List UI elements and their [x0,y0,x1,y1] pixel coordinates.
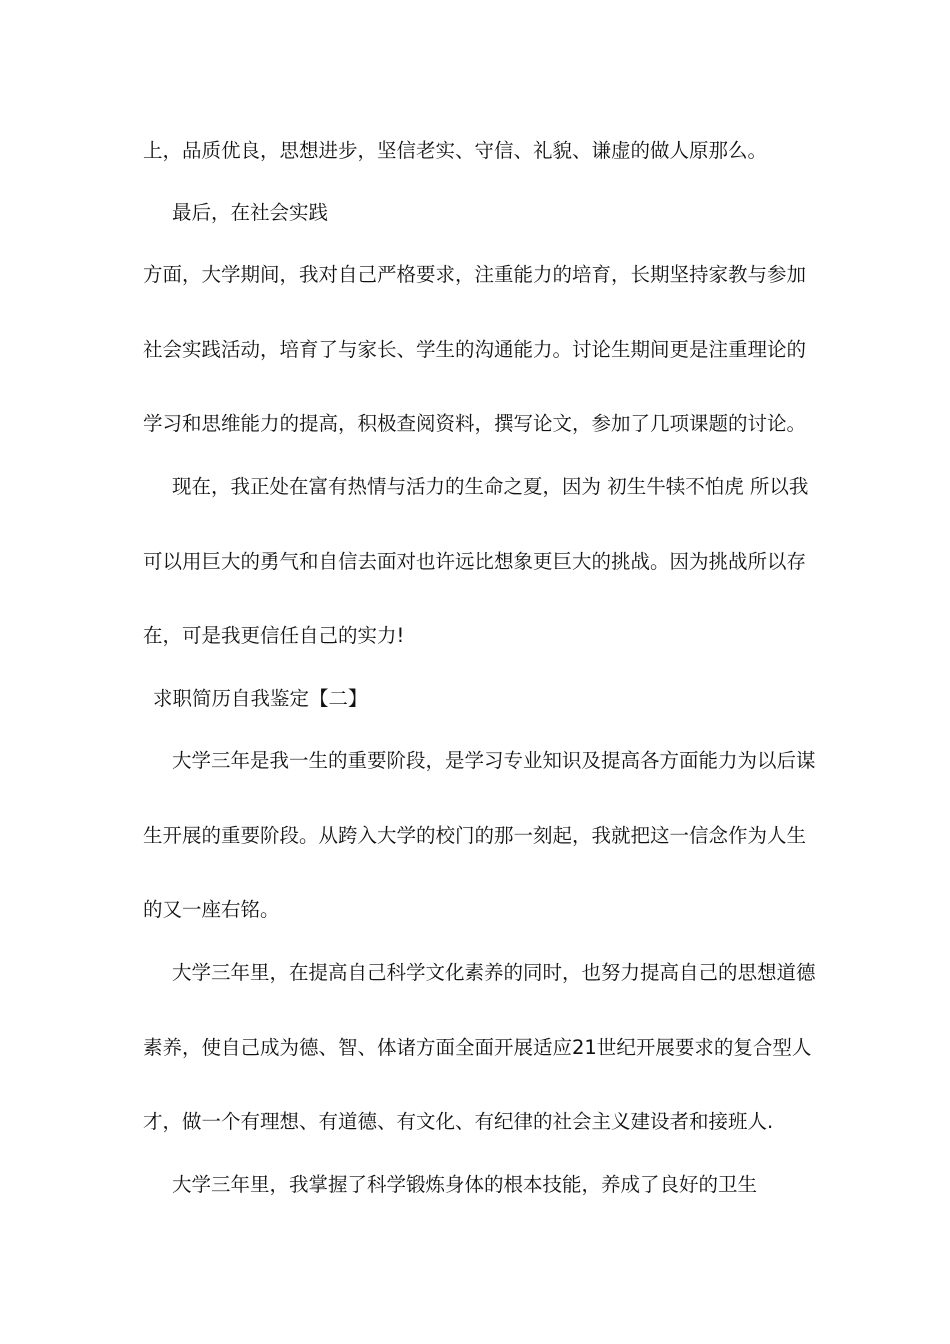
body-line-12: 大学三年里，在提高自己科学文化素养的同时，也努力提高自己的思想道德 [172,961,816,984]
body-line-10: 生开展的重要阶段。从跨入大学的校门的那一刻起，我就把这一信念作为人生 [143,824,807,847]
body-line-8: 在，可是我更信任自己的实力! [143,624,405,647]
body-line-5: 学习和思维能力的提高，积极查阅资料，撰写论文，参加了几项课题的讨论。 [143,412,807,435]
body-line-6: 现在，我正处在富有热情与活力的生命之夏，因为 初生牛犊不怕虎 所以我 [172,475,809,498]
body-line-3: 方面，大学期间，我对自己严格要求，注重能力的培育，长期坚持家教与参加 [143,263,807,286]
body-line-1: 上，品质优良，思想进步，坚信老实、守信、礼貌、谦虚的做人原那么。 [143,139,768,162]
body-line-14: 才，做一个有理想、有道德、有文化、有纪律的社会主义建设者和接班人. [143,1110,774,1133]
body-line-7: 可以用巨大的勇气和自信去面对也许远比想象更巨大的挑战。因为挑战所以存 [143,550,807,573]
body-line-2: 最后，在社会实践 [172,201,329,224]
body-line-9: 大学三年是我一生的重要阶段，是学习专业知识及提高各方面能力为以后谋 [172,749,816,772]
section-heading: 求职简历自我鉴定【二】 [153,687,368,710]
body-line-15: 大学三年里，我掌握了科学锻炼身体的根本技能，养成了良好的卫生 [172,1173,758,1196]
body-line-13: 素养，使自己成为德、智、体诸方面全面开展适应21世纪开展要求的复合型人 [143,1036,812,1059]
body-line-4: 社会实践活动，培育了与家长、学生的沟通能力。讨论生期间更是注重理论的 [143,338,807,361]
body-line-11: 的又一座右铭。 [143,898,280,921]
